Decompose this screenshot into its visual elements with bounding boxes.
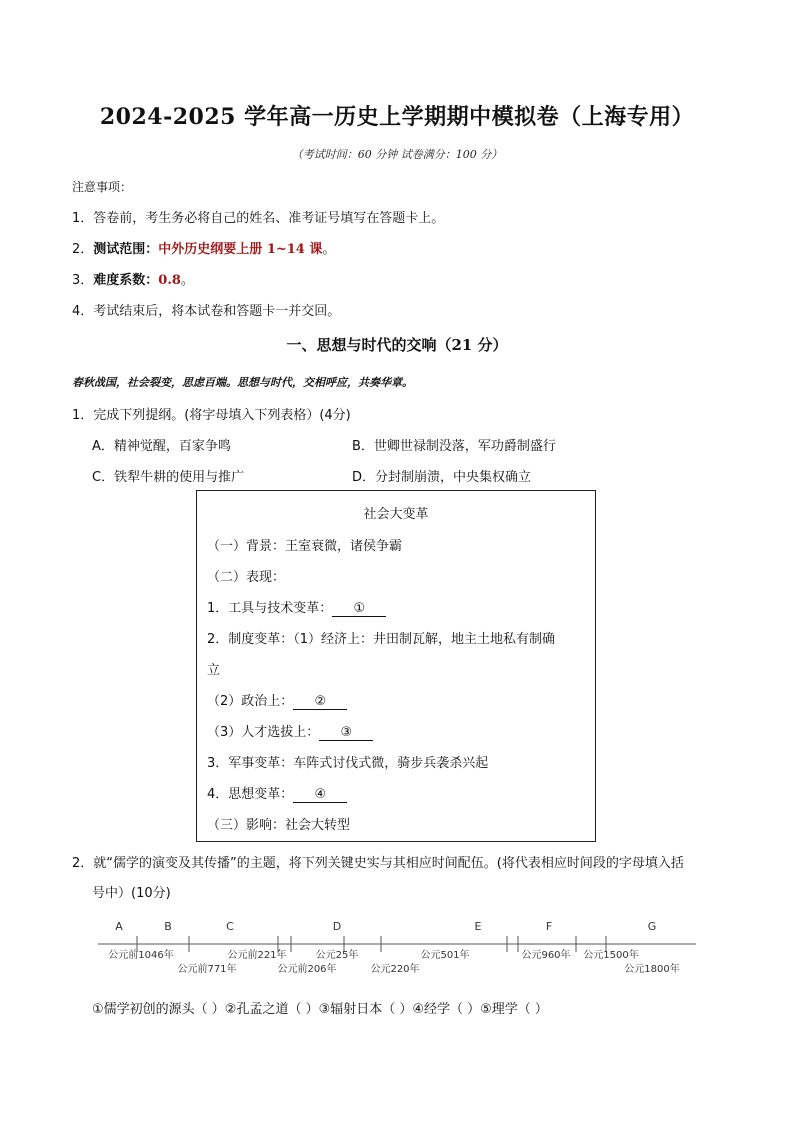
note-label: 难度系数： xyxy=(93,273,159,288)
note-text: 考试结束后，将本试卷和答题卡一并交回。 xyxy=(93,304,341,319)
date-label: 公元220年 xyxy=(370,964,420,975)
period-letter-b: B xyxy=(164,920,172,933)
outline-talent-label: （3）人才选拔上： xyxy=(207,725,320,740)
note-value: 中外历史纲要上册 1~14 课 xyxy=(158,242,323,257)
note-item-4 xyxy=(72,300,340,319)
note-end: 。 xyxy=(322,242,336,257)
note-num: 2． xyxy=(72,242,94,257)
outline-title: 社会大变革 xyxy=(363,507,429,522)
outline-politics-row xyxy=(207,690,347,710)
date-label: 公元1800年 xyxy=(624,964,680,975)
outline-thought-row xyxy=(207,783,347,803)
date-label: 公元前771年 xyxy=(177,964,237,975)
note-item-2 xyxy=(72,238,335,257)
q1-option-a: A．精神觉醒，百家争鸣 xyxy=(92,439,231,454)
q1-option-b: B．世卿世禄制没落，军功爵制盛行 xyxy=(352,439,556,454)
outline-system-economy: 2．制度变革：（1）经济上：井田制瓦解，地主土地私有制确 xyxy=(207,632,556,647)
date-label: 公元25年 xyxy=(315,950,359,961)
outline-box xyxy=(196,490,596,842)
outline-thought-label: 4．思想变革： xyxy=(207,787,294,802)
outline-military: 3．军事变革：车阵式讨伐式微，骑步兵袭杀兴起 xyxy=(207,756,489,771)
date-label: 公元前221年 xyxy=(227,950,287,961)
exam-subtitle: （考试时间：60 分钟 试卷满分：100 分） xyxy=(291,148,503,161)
note-end: 。 xyxy=(180,273,194,288)
outline-tech-row xyxy=(207,597,386,617)
date-label: 公元501年 xyxy=(420,950,470,961)
date-label: 公元前1046年 xyxy=(108,950,174,961)
note-num: 3． xyxy=(72,273,94,288)
section-title: 一、思想与时代的交响（21 分） xyxy=(286,336,508,354)
outline-impact: （三）影响：社会大转型 xyxy=(207,818,351,833)
answer-blank-3[interactable]: ③ xyxy=(319,725,373,741)
period-letter-d: D xyxy=(332,920,342,933)
date-label: 公元前206年 xyxy=(277,964,337,975)
period-letter-e: E xyxy=(474,920,482,933)
outline-tech-label: 1．工具与技术变革： xyxy=(207,601,333,616)
note-num: 4． xyxy=(72,304,94,319)
outline-performance: （二）表现： xyxy=(207,570,286,585)
q2-stem-line1: 2．就“儒学的演变及其传播”的主题，将下列关键史实与其相应时间配伍。(将代表相应时间段的字母填入括 xyxy=(72,856,684,871)
note-item-1 xyxy=(72,207,444,226)
q1-option-c: C．铁犁牛耕的使用与推广 xyxy=(92,470,245,485)
date-label: 公元960年 xyxy=(521,950,571,961)
outline-politics-label: （2）政治上： xyxy=(207,694,294,709)
q1-stem: 1．完成下列提纲。(将字母填入下列表格）(4分) xyxy=(72,408,351,423)
note-text: 答卷前，考生务必将自己的姓名、准考证号填写在答题卡上。 xyxy=(93,211,445,226)
q1-option-d: D．分封制崩溃，中央集权确立 xyxy=(352,470,532,485)
answer-blank-4[interactable]: ④ xyxy=(293,787,347,803)
answer-blank-1[interactable]: ① xyxy=(332,601,386,617)
outline-talent-row xyxy=(207,721,373,741)
timeline xyxy=(0,910,794,990)
q2-answer-row[interactable]: ①儒学初创的源头（ ）②孔孟之道（ ）③辐射日本（ ）④经学（ ）⑤理学（ ） xyxy=(92,1002,548,1017)
section-intro: 春秋战国，社会裂变，思虑百端。思想与时代，交相呼应，共奏华章。 xyxy=(72,376,413,389)
note-item-3 xyxy=(72,269,194,288)
exam-title: 2024-2025 学年高一历史上学期期中模拟卷（上海专用） xyxy=(99,104,695,130)
date-label: 公元1500年 xyxy=(583,950,639,961)
answer-blank-2[interactable]: ② xyxy=(293,694,347,710)
q2-stem-line2: 号中）(10分) xyxy=(92,886,171,901)
outline-system-economy-cont: 立 xyxy=(207,663,221,678)
outline-background: （一）背景：王室衰微，诸侯争霸 xyxy=(207,539,403,554)
period-letter-g: G xyxy=(647,920,657,933)
note-num: 1． xyxy=(72,211,94,226)
period-letter-f: F xyxy=(545,920,553,933)
period-letter-a: A xyxy=(115,920,123,933)
note-label: 测试范围： xyxy=(93,242,159,257)
note-value: 0.8 xyxy=(158,273,181,288)
period-letter-c: C xyxy=(226,920,234,933)
notes-heading: 注意事项： xyxy=(72,180,133,194)
